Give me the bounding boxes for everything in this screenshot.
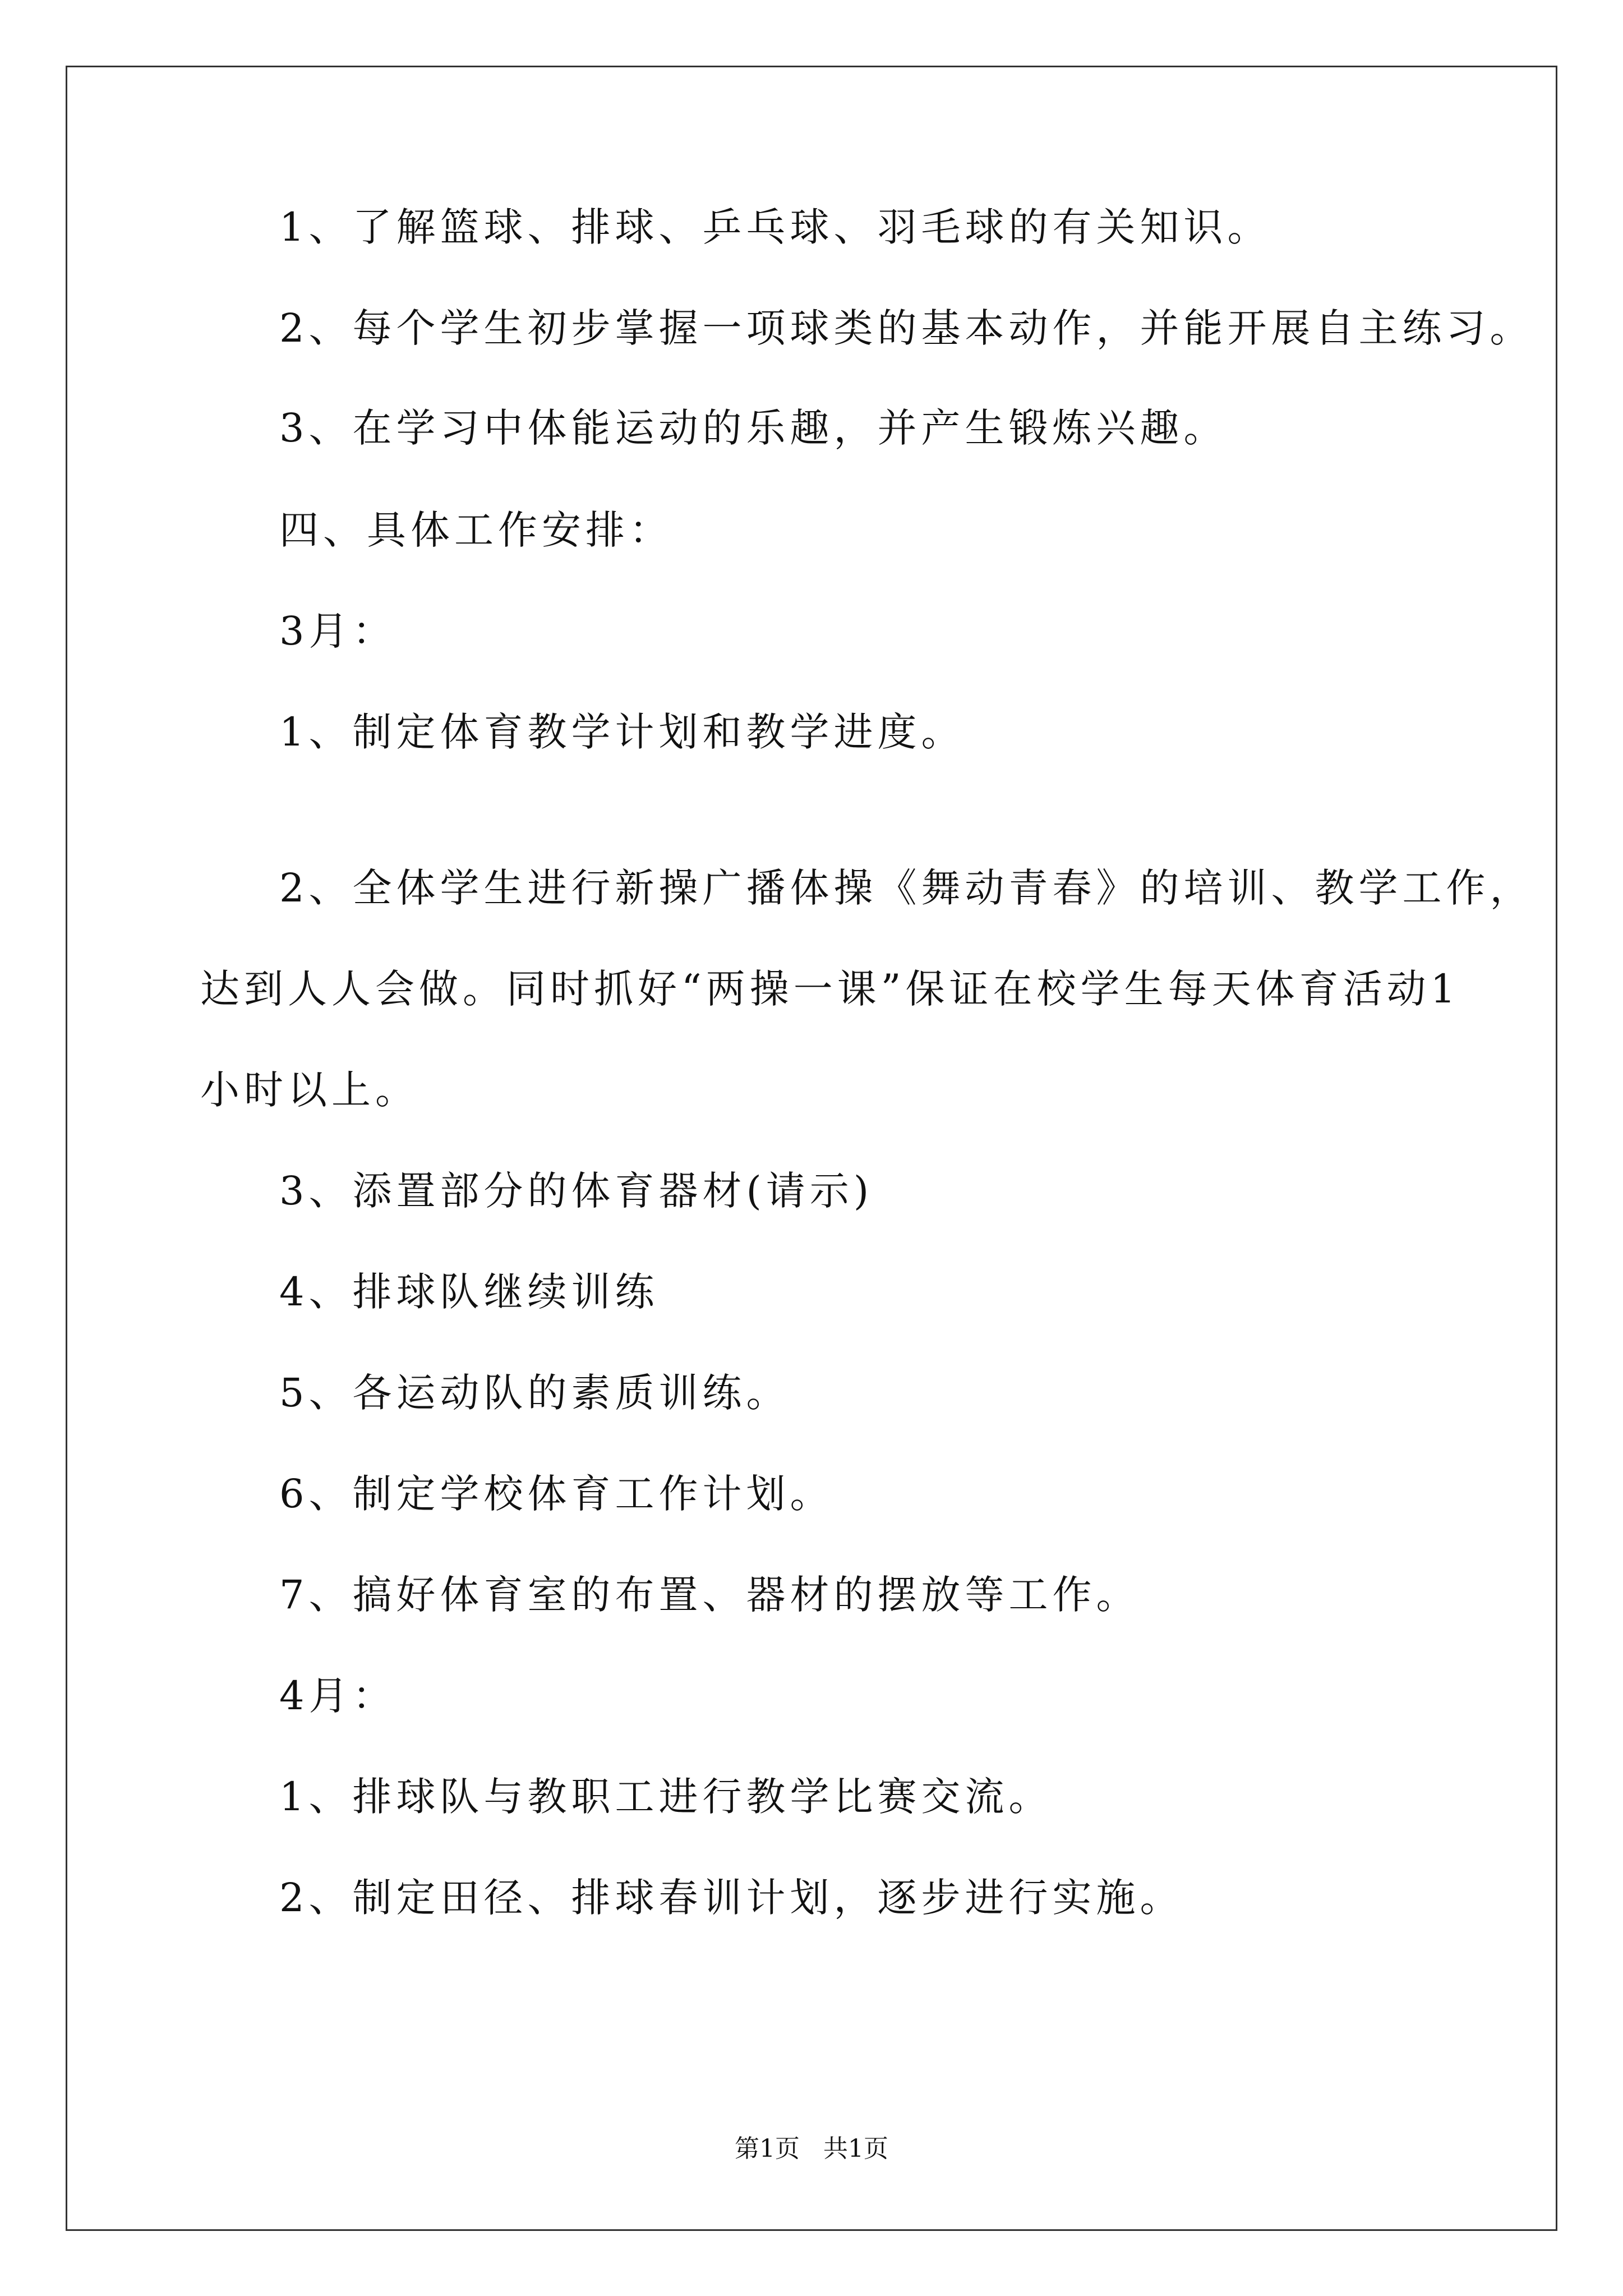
paragraph-march-3: 3、添置部分的体育器材(请示)	[279, 1168, 874, 1214]
paragraph-march-1: 1、制定体育教学计划和教学进度。	[279, 709, 965, 755]
page-number-footer: 第1页 共1页	[735, 2134, 888, 2163]
paragraph-march-2-line-1: 2、全体学生进行新操广播体操《舞动青春》的培训、教学工作，	[279, 865, 1534, 911]
paragraph-march-4: 4、排球队继续训练	[279, 1269, 659, 1315]
paragraph-goal-3: 3、在学习中体能运动的乐趣，并产生锻炼兴趣。	[279, 405, 1228, 451]
paragraph-march-2-line-2: 达到人人会做。同时抓好“两操一课”保证在校学生每天体育活动1	[200, 966, 1460, 1012]
paragraph-april-1: 1、排球队与教职工进行教学比赛交流。	[279, 1774, 1053, 1820]
paragraph-march-5: 5、各运动队的素质训练。	[279, 1370, 790, 1416]
paragraph-goal-2: 2、每个学生初步掌握一项球类的基本动作，并能开展自主练习。	[279, 305, 1534, 351]
paragraph-march-2-line-3: 小时以上。	[200, 1067, 419, 1113]
paragraph-goal-1: 1、了解篮球、排球、乒乓球、羽毛球的有关知识。	[279, 204, 1271, 250]
paragraph-april-2: 2、制定田径、排球春训计划，逐步进行实施。	[279, 1875, 1184, 1921]
month-heading-march: 3月：	[279, 608, 396, 654]
paragraph-march-6: 6、制定学校体育工作计划。	[279, 1471, 834, 1517]
section-heading-work-arrangement: 四、具体工作安排：	[279, 507, 673, 553]
month-heading-april: 4月：	[279, 1673, 396, 1719]
paragraph-march-7: 7、搞好体育室的布置、器材的摆放等工作。	[279, 1572, 1140, 1618]
